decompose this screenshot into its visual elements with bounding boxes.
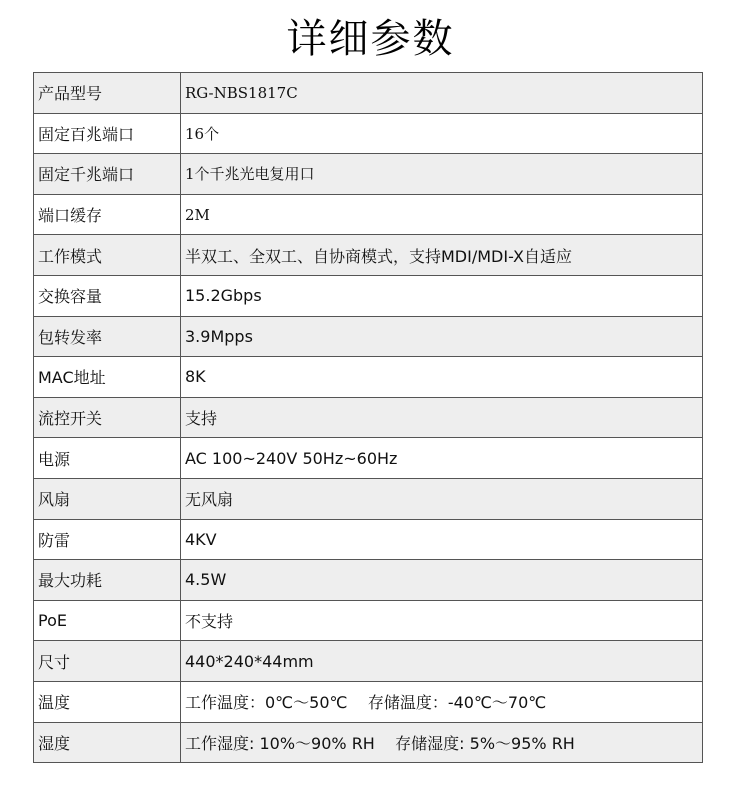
spec-label: 固定千兆端口: [34, 154, 181, 195]
spec-label: 电源: [34, 438, 181, 479]
spec-value: 4KV: [181, 519, 703, 560]
spec-row-power: [34, 438, 703, 479]
spec-value: 工作温度：0℃～50℃ 存储温度：-40℃～70℃: [181, 681, 703, 722]
spec-row-model: [34, 73, 703, 114]
spec-value: 8K: [181, 357, 703, 398]
spec-row-forwarding-rate: [34, 316, 703, 357]
spec-row-work-mode: [34, 235, 703, 276]
spec-row-flow-control: [34, 397, 703, 438]
spec-value: RG-NBS1817C: [181, 73, 703, 114]
spec-label: MAC地址: [34, 357, 181, 398]
spec-row-dimensions: [34, 641, 703, 682]
spec-label: 尺寸: [34, 641, 181, 682]
spec-label: 固定百兆端口: [34, 113, 181, 154]
spec-label: 产品型号: [34, 73, 181, 114]
spec-value: 16个: [181, 113, 703, 154]
spec-value: 4.5W: [181, 560, 703, 601]
spec-value: 15.2Gbps: [181, 275, 703, 316]
spec-value: 工作湿度: 10%～90% RH 存储湿度: 5%～95% RH: [181, 722, 703, 763]
spec-label: 防雷: [34, 519, 181, 560]
spec-label: 最大功耗: [34, 560, 181, 601]
spec-value: 半双工、全双工、自协商模式，支持MDI/MDI-X自适应: [181, 235, 703, 276]
spec-row-mac-address: [34, 357, 703, 398]
spec-row-temperature: [34, 681, 703, 722]
specs-table: [33, 72, 703, 763]
spec-label: 工作模式: [34, 235, 181, 276]
spec-row-humidity: [34, 722, 703, 763]
spec-value: 3.9Mpps: [181, 316, 703, 357]
spec-value: 支持: [181, 397, 703, 438]
spec-row-fan: [34, 478, 703, 519]
spec-row-buffer: [34, 194, 703, 235]
spec-row-poe: [34, 600, 703, 641]
spec-label: 风扇: [34, 478, 181, 519]
page-title: 详细参数: [286, 16, 455, 62]
spec-value: 不支持: [181, 600, 703, 641]
spec-label: 交换容量: [34, 275, 181, 316]
spec-value: 无风扇: [181, 478, 703, 519]
spec-label: 湿度: [34, 722, 181, 763]
spec-row-fast-ports: [34, 113, 703, 154]
spec-label: 端口缓存: [34, 194, 181, 235]
spec-value: 2M: [181, 194, 703, 235]
specs-table-body: [34, 73, 703, 763]
spec-value: AC 100~240V 50Hz~60Hz: [181, 438, 703, 479]
spec-label: PoE: [34, 600, 181, 641]
spec-label: 包转发率: [34, 316, 181, 357]
spec-row-lightning: [34, 519, 703, 560]
spec-value: 1个千兆光电复用口: [181, 154, 703, 195]
spec-label: 温度: [34, 681, 181, 722]
spec-label: 流控开关: [34, 397, 181, 438]
spec-row-max-power: [34, 560, 703, 601]
spec-row-gigabit-ports: [34, 154, 703, 195]
spec-row-switching-capacity: [34, 275, 703, 316]
spec-value: 440*240*44mm: [181, 641, 703, 682]
